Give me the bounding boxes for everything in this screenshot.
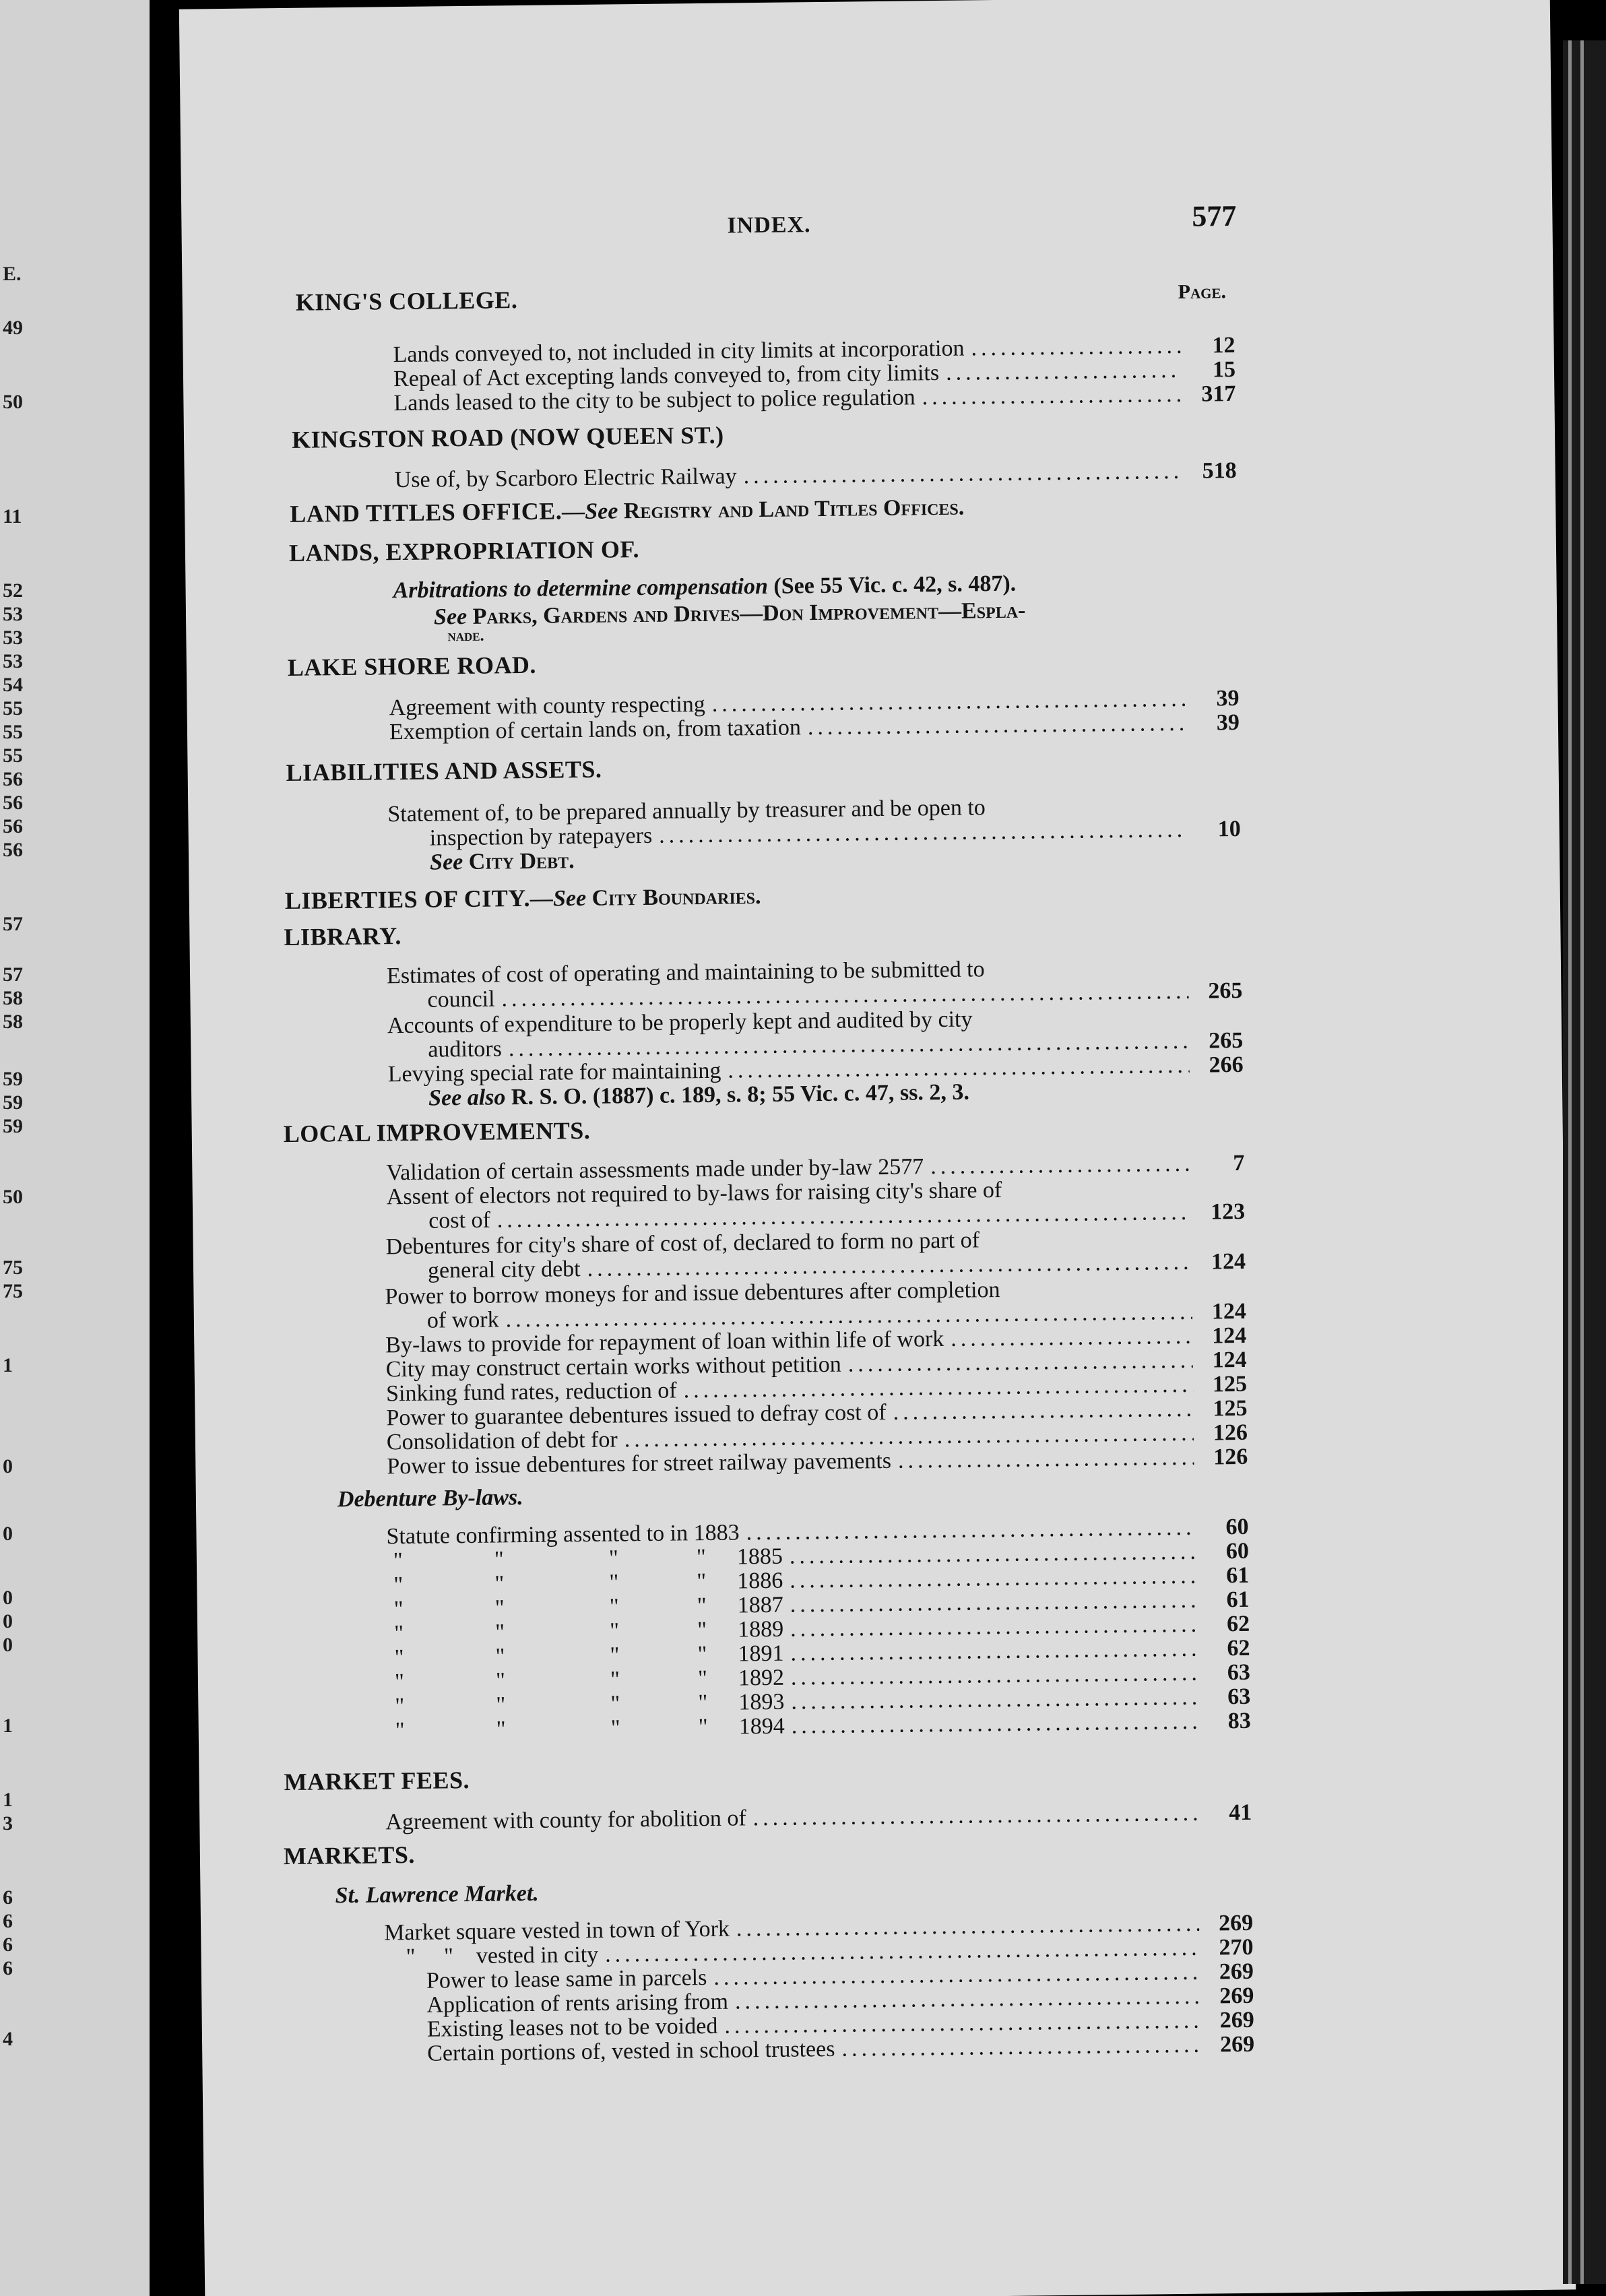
heading-library: LIBRARY. — [284, 922, 402, 951]
facing-page-number: 58 — [3, 987, 23, 1009]
page-ref: 83 — [1227, 1708, 1251, 1734]
index-entry: Sinking fund rates, reduction of ..... 125 — [386, 1372, 1247, 1407]
page-ref: 62 — [1226, 1611, 1250, 1637]
ditto-mark: " — [610, 1643, 620, 1668]
ditto-mark: " — [393, 1572, 404, 1598]
ditto-mark: " — [496, 1692, 506, 1718]
facing-page-number: 52 — [3, 579, 23, 602]
page-ref: 60 — [1225, 1538, 1250, 1564]
page-ref: 62 — [1227, 1635, 1250, 1661]
index-entry: Validation of certain assessments made under by-law 2577 ..... 7 — [386, 1151, 1244, 1186]
ditto-mark: " — [393, 1597, 404, 1622]
heading-lands-expropriation: LANDS, EXPROPRIATION OF. — [288, 536, 640, 567]
ditto-mark: " — [697, 1593, 707, 1619]
facing-page-number: 59 — [3, 1068, 23, 1090]
year-label: 1893 — [738, 1689, 785, 1715]
see-line: See City Debt. — [429, 848, 575, 875]
index-entry: Levying special rate for maintaining ..... 266 — [388, 1052, 1244, 1087]
facing-page-number: 49 — [3, 317, 23, 339]
year-label: 1894 — [738, 1713, 785, 1740]
entry-line: Accounts of expenditure to be properly kept and audited by city — [387, 1007, 973, 1039]
entry-line: Power to borrow moneys for and issue debentures after completion — [385, 1277, 1000, 1310]
index-entry: general city debt ..... 124 — [428, 1249, 1246, 1284]
year-label: 1892 — [738, 1665, 785, 1691]
page-column-label: Page. — [1178, 280, 1227, 303]
index-entry: Lands leased to the city to be subject to police regulation ..... 317 — [393, 381, 1235, 416]
index-entry: Repeal of Act excepting lands conveyed to, from city limits ..... 15 — [393, 357, 1235, 392]
facing-page-number: 56 — [3, 815, 23, 837]
facing-page-number: 56 — [3, 839, 23, 861]
ditto-mark: " — [610, 1715, 620, 1741]
facing-page-number: 0 — [3, 1523, 13, 1545]
facing-page-number: 75 — [3, 1256, 23, 1279]
facing-page-number: 75 — [3, 1280, 23, 1302]
facing-page-number: 57 — [3, 963, 23, 986]
facing-page-number: 59 — [3, 1115, 23, 1137]
ditto-mark: " — [697, 1641, 707, 1667]
ditto-mark: " — [610, 1667, 620, 1692]
facing-page-number: 53 — [3, 603, 23, 625]
index-entry: of work ..... 124 — [427, 1299, 1246, 1334]
page-ref: 61 — [1226, 1587, 1250, 1613]
year-label: 1885 — [736, 1543, 783, 1570]
facing-page-number: 53 — [3, 650, 23, 672]
page-ref: 63 — [1227, 1684, 1251, 1710]
index-entry: Agreement with county for abolition of ..... 41 — [385, 1800, 1252, 1836]
ditto-mark: " — [395, 1694, 405, 1719]
index-entry: Consolidation of debt for ..... 126 — [387, 1420, 1248, 1455]
index-entry: Power to guarantee debentures issued to defray cost of ..... 125 — [386, 1396, 1247, 1431]
index-page — [179, 0, 1576, 2296]
facing-page-number: 3 — [3, 1812, 13, 1835]
facing-page-number: 1 — [3, 1715, 13, 1737]
entry-line: Statement of, to be prepared annually by treasurer and be open to — [387, 795, 986, 827]
ditto-mark: " — [394, 1669, 405, 1695]
ditto-mark: " — [697, 1665, 708, 1692]
facing-page-number: 57 — [3, 913, 23, 935]
ditto-mark: " — [698, 1714, 708, 1740]
heading-local-improvements: LOCAL IMPROVEMENTS. — [283, 1116, 591, 1148]
land-titles-line: LAND TITLES OFFICE.—See Registry and Land Titles Offices. — [290, 495, 965, 528]
ditto-mark: " — [496, 1717, 506, 1742]
facing-page-number: 0 — [3, 1634, 13, 1656]
facing-page-number: 1 — [3, 1354, 13, 1376]
ditto-mark: " — [495, 1668, 506, 1694]
ditto-mark: " — [495, 1644, 505, 1669]
facing-page-number: 55 — [3, 721, 23, 743]
facing-page-number: 11 — [3, 505, 22, 528]
index-entry: council ..... 265 — [427, 978, 1242, 1013]
ditto-mark: " — [394, 1645, 404, 1671]
facing-page-number: 53 — [3, 627, 23, 649]
see-also-line: See also R. S. O. (1887) c. 189, s. 8; 55 Vic. c. 47, ss. 2, 3. — [428, 1079, 970, 1111]
ditto-mark: " — [494, 1547, 505, 1572]
year-label: 1889 — [737, 1616, 784, 1643]
facing-page-number: 50 — [3, 1186, 23, 1208]
ditto-mark: " — [697, 1617, 707, 1643]
ditto-mark: " — [494, 1620, 505, 1645]
entry-line: Assent of electors not required to by-laws for raising city's share of — [386, 1177, 1002, 1210]
ditto-mark: " — [395, 1718, 405, 1744]
index-entry: " " vested in city ..... 270 — [406, 1935, 1253, 1970]
ditto-mark: " — [698, 1690, 708, 1716]
facing-page-number: 56 — [3, 768, 23, 790]
heading-kingston-road: KINGSTON ROAD (NOW QUEEN ST.) — [291, 421, 724, 453]
facing-page-number: 58 — [3, 1011, 23, 1033]
page-edge-line — [1580, 40, 1584, 2284]
see-line: See Parks, Gardens and Drives—Don Improvement—Espla- — [433, 598, 1026, 630]
heading-market-fees: MARKET FEES. — [284, 1766, 470, 1796]
index-entry: By-laws to provide for repayment of loan within life of work ..... 124 — [385, 1323, 1246, 1358]
page-ref: 63 — [1227, 1659, 1251, 1686]
facing-page-number: 6 — [3, 1957, 13, 1979]
index-entry: auditors ..... 265 — [428, 1028, 1243, 1063]
index-entry: Lands conveyed to, not included in city limits at incorporation ..... 12 — [393, 333, 1235, 368]
see-line-continued: nade. — [447, 627, 484, 645]
facing-page-number: 0 — [3, 1610, 13, 1632]
ditto-mark: " — [608, 1545, 619, 1571]
index-entry: Power to issue debentures for street railway pavements ..... 126 — [387, 1444, 1248, 1479]
index-entry: Existing leases not to be voided ..... 269 — [427, 2008, 1254, 2043]
ditto-mark: " — [609, 1618, 620, 1644]
heading-liabilities: LIABILITIES AND ASSETS. — [286, 755, 602, 786]
subheading-st-lawrence-market: St. Lawrence Market. — [335, 1880, 539, 1909]
heading-markets: MARKETS. — [283, 1841, 416, 1870]
heading-lake-shore-road: LAKE SHORE ROAD. — [287, 651, 537, 681]
ditto-mark: " — [697, 1568, 707, 1595]
facing-page-number: E. — [3, 263, 22, 285]
page-edge-line — [1568, 40, 1572, 2284]
heading-kings-college: KING'S COLLEGE. — [295, 286, 518, 316]
facing-page-number: 1 — [3, 1789, 13, 1811]
index-entry: Statute confirming assented to in 1883 ..... 60 — [386, 1514, 1248, 1550]
facing-page-number: 6 — [3, 1934, 13, 1956]
year-label: 1887 — [737, 1592, 783, 1618]
ditto-mark: " — [696, 1545, 707, 1570]
ditto-mark: " — [610, 1691, 620, 1717]
facing-page-number: 50 — [3, 391, 23, 413]
ditto-mark: " — [494, 1595, 505, 1621]
index-entry: Certain portions of, vested in school trustees ..... 269 — [427, 2032, 1254, 2067]
facing-page-number: 0 — [3, 1455, 13, 1477]
left-page-edge — [0, 0, 150, 2296]
year-label: 1891 — [738, 1640, 784, 1667]
index-entry: City may construct certain works without petition ..... 124 — [386, 1347, 1247, 1382]
ditto-mark: " — [609, 1594, 619, 1620]
entry-line: Debentures for city's share of cost of, declared to form no part of — [385, 1227, 980, 1260]
liberties-line: LIBERTIES OF CITY.—See City Boundaries. — [284, 884, 761, 915]
index-entry: Market square vested in town of York ..... 269 — [384, 1911, 1253, 1946]
arbitrations-line: Arbitrations to determine compensation (See 55 Vic. c. 42, s. 487). — [393, 571, 1017, 604]
subheading-debenture-bylaws: Debenture By-laws. — [337, 1485, 523, 1512]
page-number: 577 — [1192, 199, 1237, 233]
facing-page-number: 4 — [3, 2028, 13, 2050]
facing-page-number: 56 — [3, 792, 23, 814]
ditto-mark: " — [393, 1621, 404, 1647]
year-label: 1886 — [737, 1568, 783, 1594]
facing-page-number: 55 — [3, 697, 23, 720]
index-entry: cost of ..... 123 — [428, 1199, 1245, 1234]
index-entry: Exemption of certain lands on, from taxation ..... 39 — [389, 710, 1240, 745]
ditto-mark: " — [393, 1548, 404, 1574]
facing-page-number: 0 — [3, 1587, 13, 1609]
running-head: INDEX. — [727, 212, 811, 238]
facing-page-number: 6 — [3, 1910, 13, 1932]
page-ref: 61 — [1226, 1562, 1250, 1589]
ditto-mark: " — [494, 1571, 505, 1597]
facing-page-number: 55 — [3, 744, 23, 767]
index-entry: Power to lease same in parcels ..... 269 — [426, 1959, 1254, 1994]
facing-page-number: 54 — [3, 674, 23, 696]
facing-page-number: 6 — [3, 1886, 13, 1909]
index-entry: Agreement with county respecting ..... 39 — [389, 686, 1239, 721]
index-entry: Application of rents arising from ..... 269 — [426, 1983, 1254, 2018]
facing-page-number: 59 — [3, 1091, 23, 1114]
index-entry: inspection by ratepayers ..... 10 — [430, 817, 1241, 852]
entry-line: Estimates of cost of operating and maintaining to be submitted to — [386, 957, 985, 989]
ditto-mark: " — [609, 1570, 619, 1595]
index-entry: Use of, by Scarboro Electric Railway ..... 518 — [395, 458, 1237, 493]
